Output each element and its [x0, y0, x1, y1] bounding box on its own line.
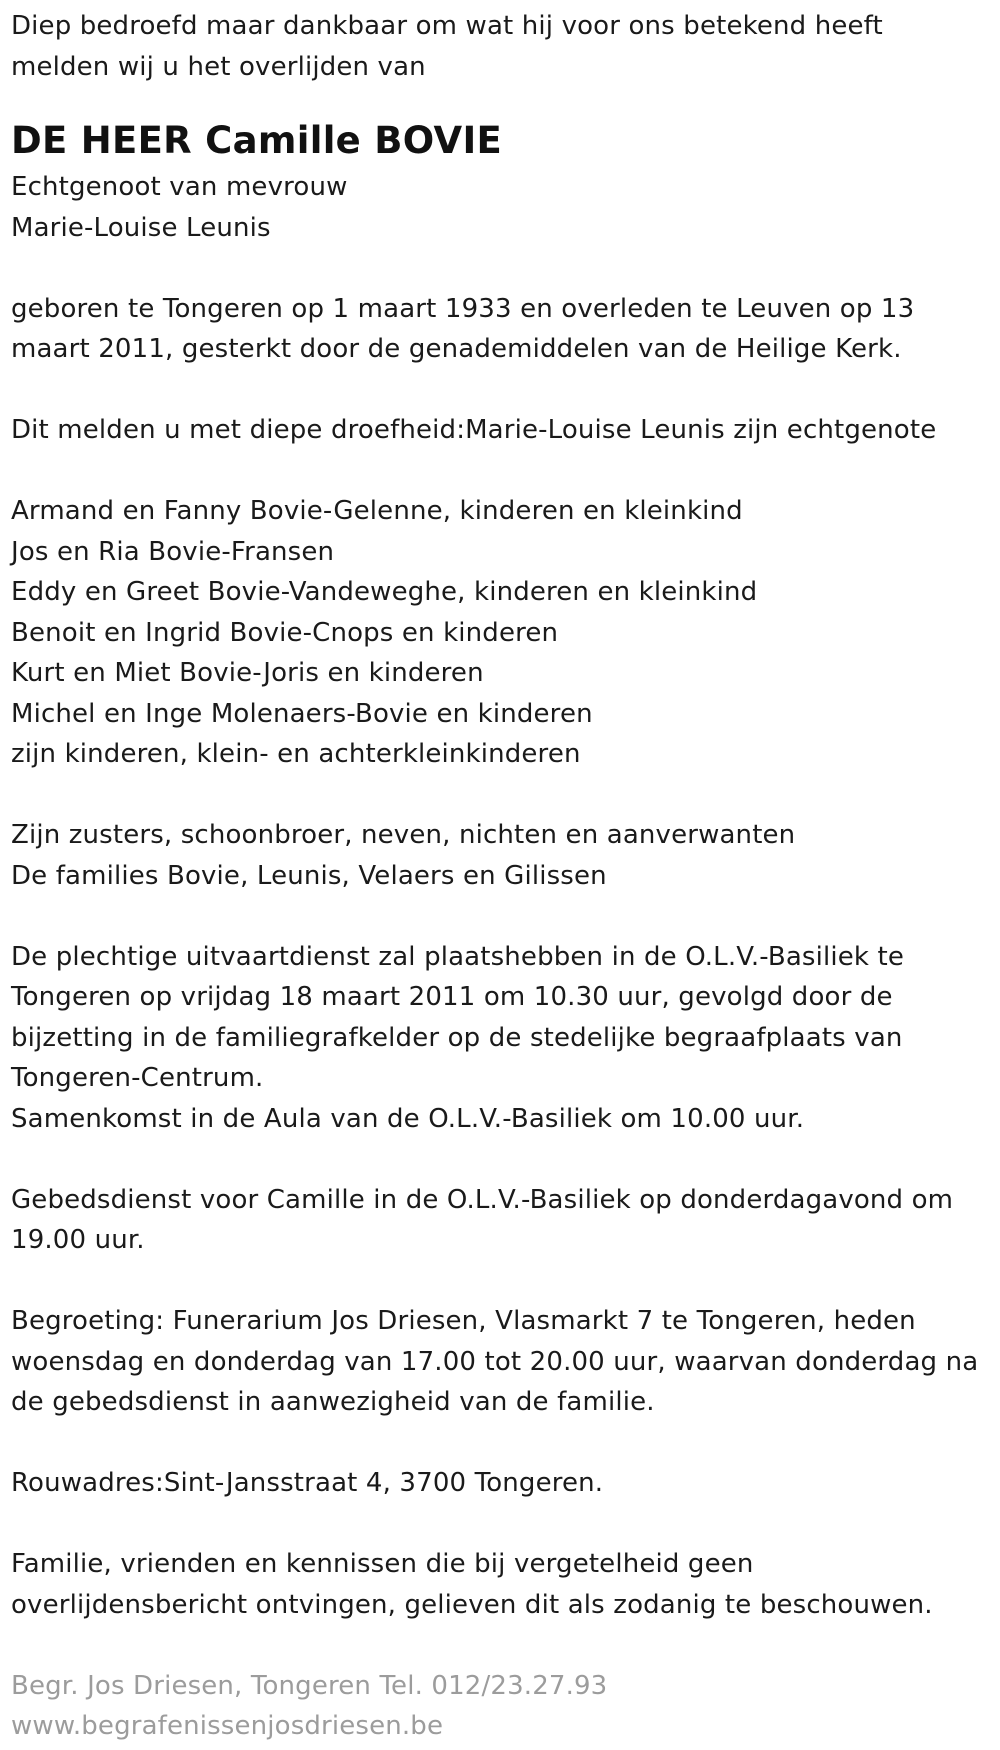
greeting-line: Begroeting: Funerarium Jos Driesen, Vlasmarkt 7 te Tongeren, heden: [11, 1306, 916, 1336]
funeral-line: Tongeren op vrijdag 18 maart 2011 om 10.30 uur, gevolgd door de: [11, 982, 893, 1012]
prayer-line: Gebedsdienst voor Camille in de O.L.V.-Basiliek op donderdagavond om: [11, 1184, 954, 1215]
paragraph-gap: [11, 1504, 996, 1545]
funeral-line: Tongeren-Centrum.: [11, 1063, 264, 1093]
relatives-text: [11, 815, 996, 896]
paragraph-gap: [11, 1423, 996, 1464]
address-line: Rouwadres:Sint-Jansstraat 4, 3700 Tongeren.: [11, 1468, 604, 1498]
paragraph-gap: [11, 775, 996, 816]
spouse-line: Echtgenoot van mevrouw: [11, 172, 348, 202]
children-line: Eddy en Greet Bovie-Vandeweghe, kinderen en kleinkind: [11, 577, 758, 607]
mourning-address-text: [11, 1463, 996, 1504]
obituary-notice: [11, 0, 996, 1747]
birth-death-text: [11, 289, 996, 370]
intro-text: [11, 0, 996, 87]
paragraph-gap: [11, 248, 996, 289]
prayer-line: 19.00 uur.: [11, 1225, 145, 1255]
greeting-text: [11, 1301, 996, 1423]
closing-line: Familie, vrienden en kennissen die bij vergetelheid geen: [11, 1549, 754, 1579]
funeral-line: De plechtige uitvaartdienst zal plaatshebben in de O.L.V.-Basiliek te: [11, 941, 904, 972]
children-line: Benoit en Ingrid Bovie-Cnops en kinderen: [11, 617, 559, 648]
funeral-home-contact: Begr. Jos Driesen, Tongeren Tel. 012/23.27.93: [11, 1670, 608, 1701]
paragraph-gap: [11, 370, 996, 411]
funeral-text: [11, 937, 996, 1140]
paragraph-gap: [11, 1139, 996, 1180]
prayer-service-text: [11, 1180, 996, 1261]
spouse-line: Marie-Louise Leunis: [11, 212, 271, 243]
funeral-home-footer: [11, 1666, 996, 1747]
funeral-line: Samenkomst in de Aula van de O.L.V.-Basiliek om 10.00 uur.: [11, 1103, 805, 1134]
greeting-line: de gebedsdienst in aanwezigheid van de familie.: [11, 1387, 655, 1417]
funeral-home-website: www.begrafenissenjosdriesen.be: [11, 1711, 444, 1741]
paragraph-gap: [11, 1261, 996, 1302]
announcement-line: Dit melden u met diepe droefheid:Marie-Louise Leunis zijn echtgenote: [11, 415, 937, 445]
spouse-text: [11, 167, 996, 248]
greeting-line: woensdag en donderdag van 17.00 tot 20.00 uur, waarvan donderdag na: [11, 1346, 979, 1377]
children-list: [11, 491, 996, 775]
paragraph-gap: [11, 451, 996, 492]
children-line: Armand en Fanny Bovie-Gelenne, kinderen en kleinkind: [11, 496, 743, 526]
children-line: Jos en Ria Bovie-Fransen: [11, 536, 335, 567]
relatives-line: De families Bovie, Leunis, Velaers en Gilissen: [11, 860, 607, 891]
children-line: Kurt en Miet Bovie-Joris en kinderen: [11, 658, 484, 688]
funeral-line: bijzetting in de familiegrafkelder op de stedelijke begraafplaats van: [11, 1022, 903, 1053]
intro-line: Diep bedroefd maar dankbaar om wat hij voor ons betekend heeft: [11, 11, 883, 41]
paragraph-gap: [11, 1625, 996, 1666]
birth-death-line: maart 2011, gesterkt door de genademiddelen van de Heilige Kerk.: [11, 334, 902, 364]
closing-line: overlijdensbericht ontvingen, gelieven dit als zodanig te beschouwen.: [11, 1589, 933, 1620]
relatives-line: Zijn zusters, schoonbroer, neven, nichten en aanverwanten: [11, 820, 796, 850]
closing-text: [11, 1544, 996, 1625]
deceased-name-title: DE HEER Camille BOVIE: [11, 119, 503, 162]
children-line: Michel en Inge Molenaers-Bovie en kinderen: [11, 698, 593, 729]
paragraph-gap: [11, 896, 996, 937]
announcement-text: [11, 410, 996, 451]
intro-line: melden wij u het overlijden van: [11, 51, 426, 82]
children-line: zijn kinderen, klein- en achterkleinkinderen: [11, 739, 581, 769]
birth-death-line: geboren te Tongeren op 1 maart 1933 en overleden te Leuven op 13: [11, 293, 915, 324]
